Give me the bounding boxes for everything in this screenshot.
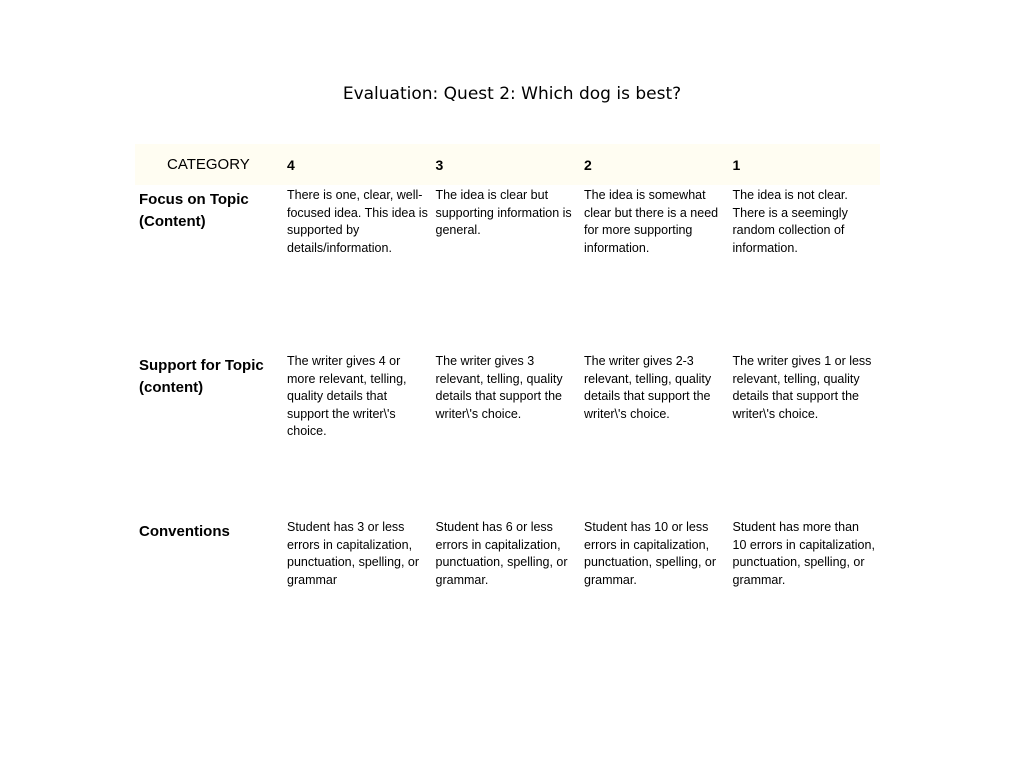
category-label: Focus on Topic (Content) bbox=[139, 191, 249, 230]
rubric-header-row bbox=[135, 144, 880, 185]
category-label: Support for Topic (content) bbox=[139, 357, 264, 396]
criterion-cell: The writer gives 4 or more relevant, telling, quality details that support the writer\'s choice. bbox=[287, 354, 407, 439]
criterion-cell: Student has 10 or less errors in capitalization, punctuation, spelling, or grammar. bbox=[584, 520, 717, 587]
score-column-header-4: 4 bbox=[287, 156, 295, 173]
rubric-row-conventions bbox=[135, 517, 880, 617]
criterion-cell: Student has 3 or less errors in capitalization, punctuation, spelling, or grammar bbox=[287, 520, 420, 587]
score-column-header-2: 2 bbox=[584, 156, 592, 173]
criterion-cell: The writer gives 2-3 relevant, telling, quality details that support the writer\'s choice. bbox=[584, 354, 712, 421]
criterion-cell: The idea is clear but supporting information is general. bbox=[435, 188, 572, 238]
criterion-cell: The writer gives 1 or less relevant, telling, quality details that support the writer\'s choice. bbox=[732, 354, 872, 421]
rubric-table bbox=[135, 144, 880, 617]
category-label: Conventions bbox=[139, 523, 230, 540]
criterion-cell: The writer gives 3 relevant, telling, quality details that support the writer\'s choice. bbox=[435, 354, 563, 421]
criterion-cell: The idea is somewhat clear but there is a need for more supporting information. bbox=[584, 188, 719, 255]
rubric-row-focus-on-topic bbox=[135, 185, 880, 351]
score-column-header-3: 3 bbox=[435, 156, 444, 173]
criterion-cell: Student has more than 10 errors in capitalization, punctuation, spelling, or grammar. bbox=[732, 520, 875, 587]
document-title: Evaluation: Quest 2: Which dog is best? bbox=[342, 84, 682, 104]
criterion-cell: There is one, clear, well-focused idea. This idea is supported by details/information. bbox=[287, 188, 428, 255]
score-column-header-1: 1 bbox=[732, 156, 741, 173]
category-column-header: CATEGORY bbox=[167, 156, 250, 173]
criterion-cell: The idea is not clear. There is a seemingly random collection of information. bbox=[732, 188, 848, 255]
rubric-row-support-for-topic bbox=[135, 351, 880, 517]
criterion-cell: Student has 6 or less errors in capitalization, punctuation, spelling, or grammar. bbox=[435, 520, 568, 587]
